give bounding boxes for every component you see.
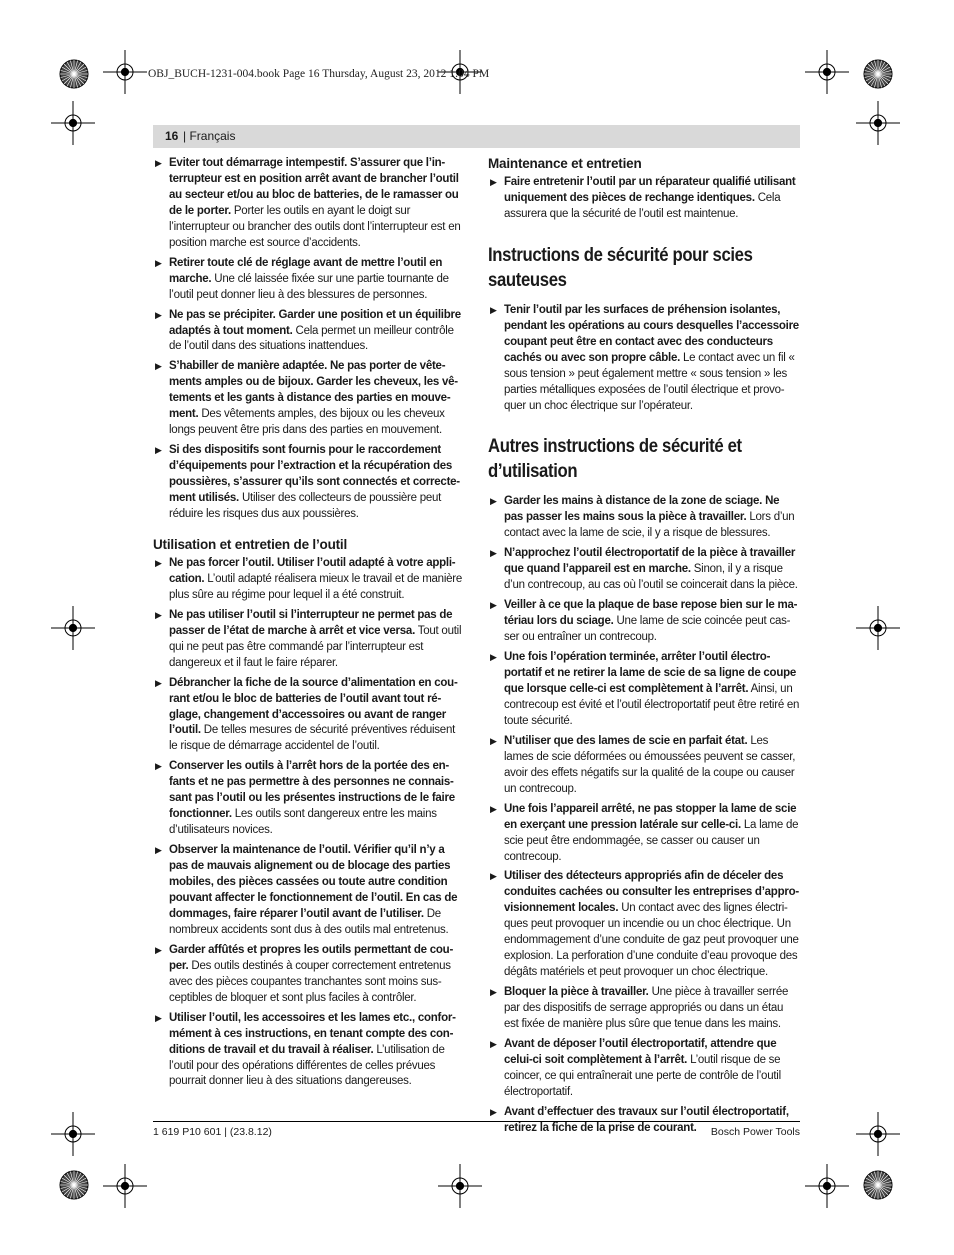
- item-explanation: Des outils destinés à couper correctement entretenus avec des pièces coupantes tranchantes sont moins susceptibles de bloquer et sont plus faciles à contrôler.: [169, 959, 451, 1004]
- item-explanation: Lors d’un contact avec la lame de scie, il y a risque de blessures.: [504, 511, 795, 540]
- list-item: [153, 759, 464, 839]
- bullet-arrow-icon: ▶: [490, 735, 497, 746]
- item-instruction: N’utiliser que des lames de scie en parfait état.: [504, 734, 748, 747]
- safety-list-jigsaw: [488, 303, 800, 415]
- bullet-arrow-icon: ▶: [155, 1012, 162, 1023]
- list-item: [488, 303, 800, 415]
- list-item: [153, 443, 464, 523]
- item-instruction: Une fois l’opération terminée, arrêter l’outil électroportatif et ne retirer la lame de scie de sa ligne de coupe que lorsque celle-ci est complètement à l’arrêt.: [504, 651, 797, 695]
- bullet-arrow-icon: ▶: [490, 304, 497, 315]
- list-item: [488, 1037, 800, 1101]
- item-instruction: Une fois l’appareil arrêté, ne pas stopper la lame de scie en exerçant une pression latérale sur celle-ci.: [504, 802, 797, 831]
- list-item: [488, 650, 800, 730]
- list-item: [488, 869, 800, 981]
- bullet-arrow-icon: ▶: [490, 1106, 497, 1117]
- page-number: 16: [165, 129, 179, 143]
- list-item: [153, 843, 464, 939]
- item-instruction: S’habiller de manière adaptée. Ne pas porter de vêtements amples ou de bijoux. Garder les cheveux, les vêtements et les gants à distance des parties en mouvement.: [169, 360, 459, 421]
- bullet-arrow-icon: ▶: [155, 445, 162, 456]
- item-explanation: Ainsi, un contrecoup est évité et l’outil électroportatif peut être retiré en toute sécurité.: [504, 682, 800, 727]
- item-explanation: Tout outil qui ne peut pas être commandé par l’interrupteur est dangereux et il faut le faire réparer.: [169, 624, 462, 669]
- heading-jigsaw-safety: Instructions de sécurité pour scies sauteuses: [488, 244, 753, 291]
- subheading-maintenance: Maintenance et entretien: [488, 156, 642, 171]
- list-item: [488, 734, 800, 798]
- item-instruction: Avant de déposer l’outil électroportatif, attendre que celui-ci soit complètement à l’arrêt.: [504, 1037, 777, 1066]
- list-item: [153, 608, 464, 672]
- bullet-arrow-icon: ▶: [490, 987, 497, 998]
- bullet-arrow-icon: ▶: [155, 944, 162, 955]
- bullet-arrow-icon: ▶: [155, 845, 162, 856]
- item-explanation: L’outil risque de se coincer, ce qui entraînerait une perte de contrôle de l’outil électroportatif.: [504, 1053, 781, 1098]
- bullet-arrow-icon: ▶: [155, 158, 162, 168]
- item-explanation: Porter les outils en ayant le doigt sur l’interrupteur ou brancher des outils dont l’interrupteur est en position marche est source d’accidents.: [169, 204, 461, 249]
- bullet-arrow-icon: ▶: [155, 257, 162, 268]
- left-column: [153, 156, 464, 1094]
- item-instruction: Tenir l’outil par les surfaces de préhension isolantes, pendant les opérations au cours desquelles l’accessoire coupant peut être en contact avec des conducteurs cachés ou avec son propre câble.: [504, 303, 799, 364]
- safety-list-other: [488, 494, 800, 1136]
- list-item: [153, 359, 464, 439]
- bullet-arrow-icon: ▶: [490, 176, 497, 187]
- item-explanation: Sinon, il y a risque d’un contrecoup, au cas où l’outil se coincerait dans la pièce.: [504, 563, 798, 592]
- item-explanation: Un contact avec des lignes électriques peut provoquer un incendie ou un choc électrique. Un endommagement d’une conduite de gaz peut provoquer une explosion. La perforation d’une conduite d’eau provoque des dégâts matériels et peut provoquer un choc électrique.: [504, 902, 799, 979]
- footer-document-id: 1 619 P10 601 | (23.8.12): [153, 1126, 272, 1138]
- bullet-arrow-icon: ▶: [490, 803, 497, 814]
- bullet-arrow-icon: ▶: [155, 361, 162, 372]
- list-item: [488, 175, 800, 223]
- safety-list-maintenance: [488, 175, 800, 223]
- item-instruction: Avant d’effectuer des travaux sur l’outil électroportatif, retirez la fiche de la prise de courant.: [504, 1105, 789, 1134]
- item-explanation: Une clé laissée fixée sur une partie tournante de l’outil peut donner lieu à des blessures de personnes.: [169, 272, 449, 301]
- list-item: [153, 308, 464, 356]
- item-explanation: Les lames de scie déformées ou émoussées peuvent se casser, avoir des effets négatifs sur la qualité de la coupe ou causer un contrecoup.: [504, 734, 796, 795]
- item-instruction: Si des dispositifs sont fournis pour le raccordement d’équipements pour l’extraction et la récupération des poussières, s’assurer qu’ils sont connectés et correctement utilisés.: [169, 444, 461, 505]
- item-instruction: Conserver les outils à l’arrêt hors de la portée des enfants et ne pas permettre à des personnes ne connaissant pas l’outil ou les présentes instructions de le faire fonctionner.: [169, 760, 455, 821]
- item-explanation: Les outils sont dangereux entre les mains d’utilisateurs novices.: [169, 808, 437, 837]
- list-item: [488, 598, 800, 646]
- item-explanation: Une lame de scie coincée peut casser ou entraîner un contrecoup.: [504, 615, 791, 644]
- heading-other-instructions: Autres instructions de sécurité et d’utilisation: [488, 436, 742, 483]
- bullet-arrow-icon: ▶: [490, 496, 497, 507]
- list-item: [488, 985, 800, 1033]
- item-explanation: Cela permet un meilleur contrôle de l’outil dans des situations inattendues.: [169, 324, 454, 353]
- item-explanation: L’outil adapté réalisera mieux le travail et de manière plus sûre au régime pour lequel il a été construit.: [169, 572, 462, 601]
- item-explanation: La lame de scie peut être endommagée, se casser ou causer un contrecoup.: [504, 818, 799, 863]
- bullet-arrow-icon: ▶: [490, 548, 497, 559]
- item-explanation: Le contact avec un fil « sous tension » peut également mettre « sous tension » les parties métalliques exposées de l’outil électrique et provoquer un choc électrique sur l’opérateur.: [504, 351, 795, 412]
- list-item: [488, 802, 800, 866]
- item-instruction: Veiller à ce que la plaque de base repose bien sur le matériau lors du sciage.: [504, 599, 798, 628]
- list-item: [153, 156, 464, 252]
- item-instruction: Retirer toute clé de réglage avant de mettre l’outil en marche.: [169, 256, 443, 285]
- item-explanation: De nombreux accidents sont dus à des outils mal entretenus.: [169, 907, 449, 936]
- item-instruction: Ne pas se précipiter. Garder une position et un équilibre adaptés à tout moment.: [169, 308, 461, 337]
- list-item: [488, 546, 800, 594]
- item-explanation: Cela assurera que la sécurité de l’outil est maintenue.: [504, 191, 781, 220]
- page-header: [153, 125, 800, 148]
- item-instruction: Utiliser des détecteurs appropriés afin de déceler des conduites cachées ou consulter les entreprises d’approvisionnement locales.: [504, 870, 800, 915]
- page-language: [183, 129, 235, 143]
- item-instruction: Bloquer la pièce à travailler.: [504, 986, 649, 999]
- bullet-arrow-icon: ▶: [490, 1038, 497, 1049]
- item-instruction: Observer la maintenance de l’outil. Vérifier qu’il n’y a pas de mauvais alignement ou de blocage des parties mobiles, des pièces cassées ou toute autre condition pouvant affecter le fonctionnement de l’outil. En cas de dommages, faire réparer l’outil avant de l’utiliser.: [169, 844, 458, 920]
- bullet-arrow-icon: ▶: [490, 871, 497, 882]
- item-instruction: Garder affûtés et propres les outils permettant de couper.: [169, 943, 454, 972]
- list-item: [153, 1011, 464, 1091]
- item-instruction: Ne pas utiliser l’outil si l’interrupteur ne permet pas de passer de l’état de marche à arrêt et vice versa.: [169, 608, 453, 637]
- language-label: Français: [189, 129, 236, 143]
- footer-divider: [153, 1121, 800, 1122]
- item-instruction: Utiliser l’outil, les accessoires et les lames etc., conformément à ces instructions, en tenant compte des conditions de travail et du travail à réaliser.: [169, 1011, 456, 1056]
- bullet-arrow-icon: ▶: [155, 761, 162, 772]
- bullet-arrow-icon: ▶: [490, 600, 497, 611]
- item-instruction: Ne pas forcer l’outil. Utiliser l’outil adapté à votre application.: [169, 556, 456, 585]
- bullet-arrow-icon: ▶: [155, 557, 162, 568]
- header-separator: |: [183, 129, 190, 143]
- book-header: OBJ_BUCH-1231-004.book Page 16 Thursday, August 23, 2012 1:04 PM: [148, 68, 490, 80]
- list-item: [153, 676, 464, 756]
- list-item: [153, 943, 464, 1007]
- right-column: [488, 156, 800, 1141]
- safety-list-general: [153, 156, 464, 523]
- item-explanation: De telles mesures de sécurité préventives réduisent le risque de démarrage accidentel de l’outil.: [169, 724, 456, 753]
- item-explanation: Des vêtements amples, des bijoux ou les cheveux longs peuvent être pris dans des parties en mouvement.: [169, 408, 445, 437]
- item-explanation: L’utilisation de l’outil pour des opérations différentes de celles prévues pourrait donner lieu à des situations dangereuses.: [169, 1043, 445, 1088]
- item-instruction: Débrancher la fiche de la source d’alimentation en courant et/ou le bloc de batteries de l’outil avant tout réglage, changement d’accessoires ou avant de ranger l’outil.: [169, 676, 458, 737]
- item-instruction: Faire entretenir l’outil par un réparateur qualifié utilisant uniquement des pièces de rechange identiques.: [504, 175, 796, 204]
- safety-list-tool-use: [153, 556, 464, 1091]
- list-item: [153, 256, 464, 304]
- list-item: [488, 494, 800, 542]
- bullet-arrow-icon: ▶: [155, 309, 162, 320]
- item-instruction: N’approchez l’outil électroportatif de la pièce à travailler que quand l’appareil est en marche.: [504, 547, 796, 576]
- bullet-arrow-icon: ▶: [155, 677, 162, 688]
- footer-brand: Bosch Power Tools: [710, 1126, 800, 1138]
- bullet-arrow-icon: ▶: [490, 652, 497, 663]
- item-instruction: Eviter tout démarrage intempestif. S’assurer que l’interrupteur est en position arrêt avant de brancher l’outil au secteur et/ou au bloc de batteries, de le ramasser ou de le porter.: [169, 157, 459, 217]
- item-explanation: Une pièce à travailler serrée par des dispositifs de serrage appropriés ou dans un étau est fixée de manière plus sûre que tenue dans les mains.: [504, 986, 789, 1031]
- item-explanation: Utiliser des collecteurs de poussière peut réduire les risques dus aux poussières.: [169, 492, 442, 521]
- item-instruction: Garder les mains à distance de la zone de sciage. Ne pas passer les mains sous la pièce à travailler.: [504, 495, 780, 524]
- list-item: [153, 556, 464, 604]
- subheading-tool-use: Utilisation et entretien de l’outil: [153, 536, 348, 552]
- bullet-arrow-icon: ▶: [155, 609, 162, 620]
